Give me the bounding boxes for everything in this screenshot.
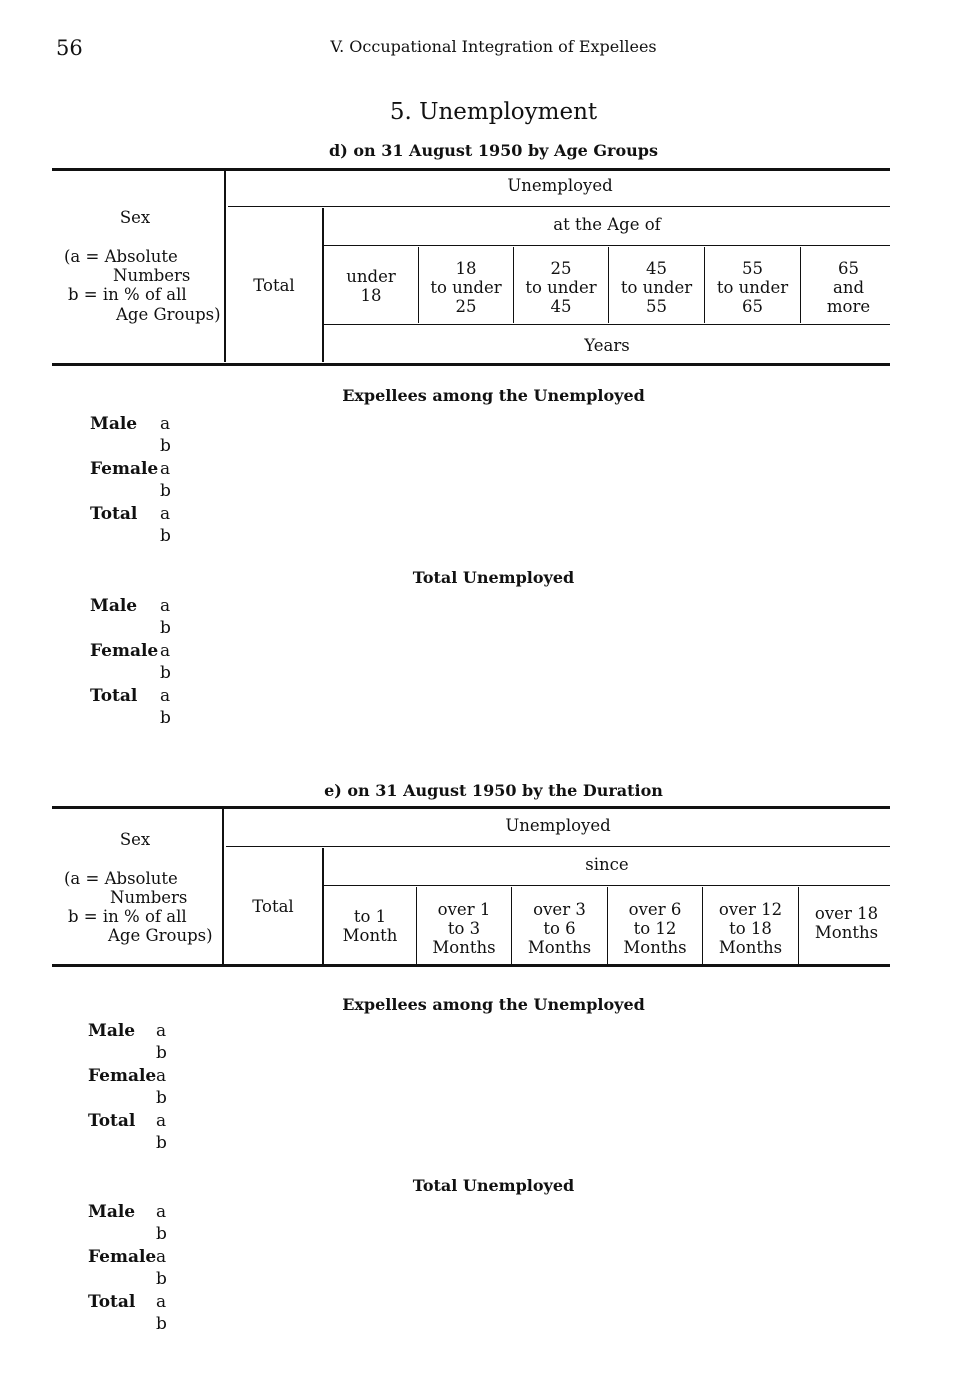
page-number: 56 bbox=[56, 36, 83, 60]
row-type-marker: a bbox=[160, 414, 171, 434]
row-type-marker: a bbox=[156, 1246, 167, 1267]
table-e-col-over-18: over 18 Months bbox=[814, 904, 879, 942]
section-title: Total Unemployed bbox=[412, 568, 575, 587]
row-type-marker: b bbox=[160, 618, 171, 639]
row-type-marker: a bbox=[156, 1202, 167, 1222]
row-label: Male bbox=[88, 1202, 136, 1222]
table-d-total-header: Total bbox=[253, 276, 295, 295]
table-d-col-45-55: 45 to under 55 bbox=[620, 259, 693, 316]
row-type-marker: b bbox=[156, 1133, 167, 1153]
row-type-marker: b bbox=[160, 663, 171, 684]
table-e-rule-since bbox=[324, 885, 890, 886]
row-label: Female bbox=[90, 640, 159, 661]
row-label: Male bbox=[88, 1021, 136, 1041]
table-e-sex-note-3: b = in % of all bbox=[68, 907, 187, 926]
table-e-sex-note-4: Age Groups) bbox=[108, 926, 213, 945]
row-type-marker: a bbox=[156, 1110, 167, 1131]
table-e-col-12-18: over 12 to 18 Months bbox=[718, 900, 783, 957]
row-label: Male bbox=[90, 414, 138, 434]
table-d-col-25-45: 25 to under 45 bbox=[525, 259, 597, 316]
table-e-top-rule bbox=[52, 806, 890, 809]
table-d-sex-note-3: b = in % of all bbox=[68, 285, 187, 304]
row-type-marker: b bbox=[156, 1224, 167, 1245]
row-type-marker: b bbox=[160, 436, 171, 457]
row-label: Male bbox=[90, 596, 138, 616]
table-d-title: d) on 31 August 1950 by Age Groups bbox=[329, 141, 658, 160]
table-d-col-65-more: 65 and more bbox=[826, 259, 871, 316]
section-title: Expellees among the Unemployed bbox=[342, 386, 645, 405]
table-e-total-header: Total bbox=[252, 897, 294, 916]
section-title: Total Unemployed bbox=[412, 1176, 575, 1195]
section-title: Expellees among the Unemployed bbox=[342, 995, 645, 1014]
row-type-marker: a bbox=[156, 1065, 167, 1086]
row-type-marker: a bbox=[160, 640, 171, 661]
table-d-unemployed-header: Unemployed bbox=[507, 176, 613, 195]
table-e-col-3-6: over 3 to 6 Months bbox=[527, 900, 592, 957]
table-d-col-18-25: 18 to under 25 bbox=[430, 259, 502, 316]
row-type-marker: b bbox=[160, 708, 171, 728]
row-label: Total bbox=[88, 1291, 136, 1312]
table-e-col-1-3: over 1 to 3 Months bbox=[432, 900, 496, 957]
table-e-sex-label: Sex bbox=[119, 830, 151, 849]
row-type-marker: a bbox=[156, 1291, 167, 1312]
table-e-rule-unemployed bbox=[226, 846, 890, 847]
row-type-marker: b bbox=[156, 1043, 167, 1064]
running-head: V. Occupational Integration of Expellees bbox=[330, 37, 657, 56]
table-e-col-6-12: over 6 to 12 Months bbox=[623, 900, 687, 957]
table-e-col-to-1-month: to 1 Month bbox=[342, 907, 398, 945]
row-type-marker: a bbox=[160, 685, 171, 706]
row-type-marker: a bbox=[156, 1021, 167, 1041]
row-type-marker: a bbox=[160, 458, 171, 479]
row-type-marker: b bbox=[156, 1269, 167, 1290]
table-e-sex-divider bbox=[222, 808, 224, 965]
row-label: Female bbox=[88, 1065, 157, 1086]
table-d-age-header: at the Age of bbox=[553, 215, 661, 234]
row-label: Female bbox=[88, 1246, 157, 1267]
row-type-marker: b bbox=[160, 481, 171, 502]
table-d-sex-note-1: (a = Absolute bbox=[64, 247, 178, 266]
table-e-unemployed-header: Unemployed bbox=[505, 816, 611, 835]
table-e-sex-note-1: (a = Absolute bbox=[64, 869, 178, 888]
section-title: 5. Unemployment bbox=[389, 99, 598, 125]
row-type-marker: b bbox=[156, 1088, 167, 1109]
table-d-sex-note-4: Age Groups) bbox=[116, 305, 221, 324]
table-e-title: e) on 31 August 1950 by the Duration bbox=[324, 781, 663, 800]
table-e-header-bottom-rule bbox=[52, 964, 890, 967]
table-d-sex-label: Sex bbox=[119, 208, 151, 227]
table-e-since-header: since bbox=[585, 855, 629, 874]
row-label: Total bbox=[90, 503, 138, 524]
row-type-marker: a bbox=[160, 503, 171, 524]
row-type-marker: b bbox=[160, 526, 171, 546]
table-e-sex-note-2: Numbers bbox=[110, 888, 188, 907]
table-d-sex-note-2: Numbers bbox=[113, 266, 191, 285]
table-d-col-55-65: 55 to under 65 bbox=[716, 259, 789, 316]
table-d-col-under-18: under 18 bbox=[346, 267, 396, 305]
row-label: Total bbox=[90, 685, 138, 706]
row-type-marker: b bbox=[156, 1314, 167, 1334]
table-d-years-label: Years bbox=[584, 336, 630, 355]
row-label: Total bbox=[88, 1110, 136, 1131]
row-label: Female bbox=[90, 458, 159, 479]
row-type-marker: a bbox=[160, 596, 171, 616]
